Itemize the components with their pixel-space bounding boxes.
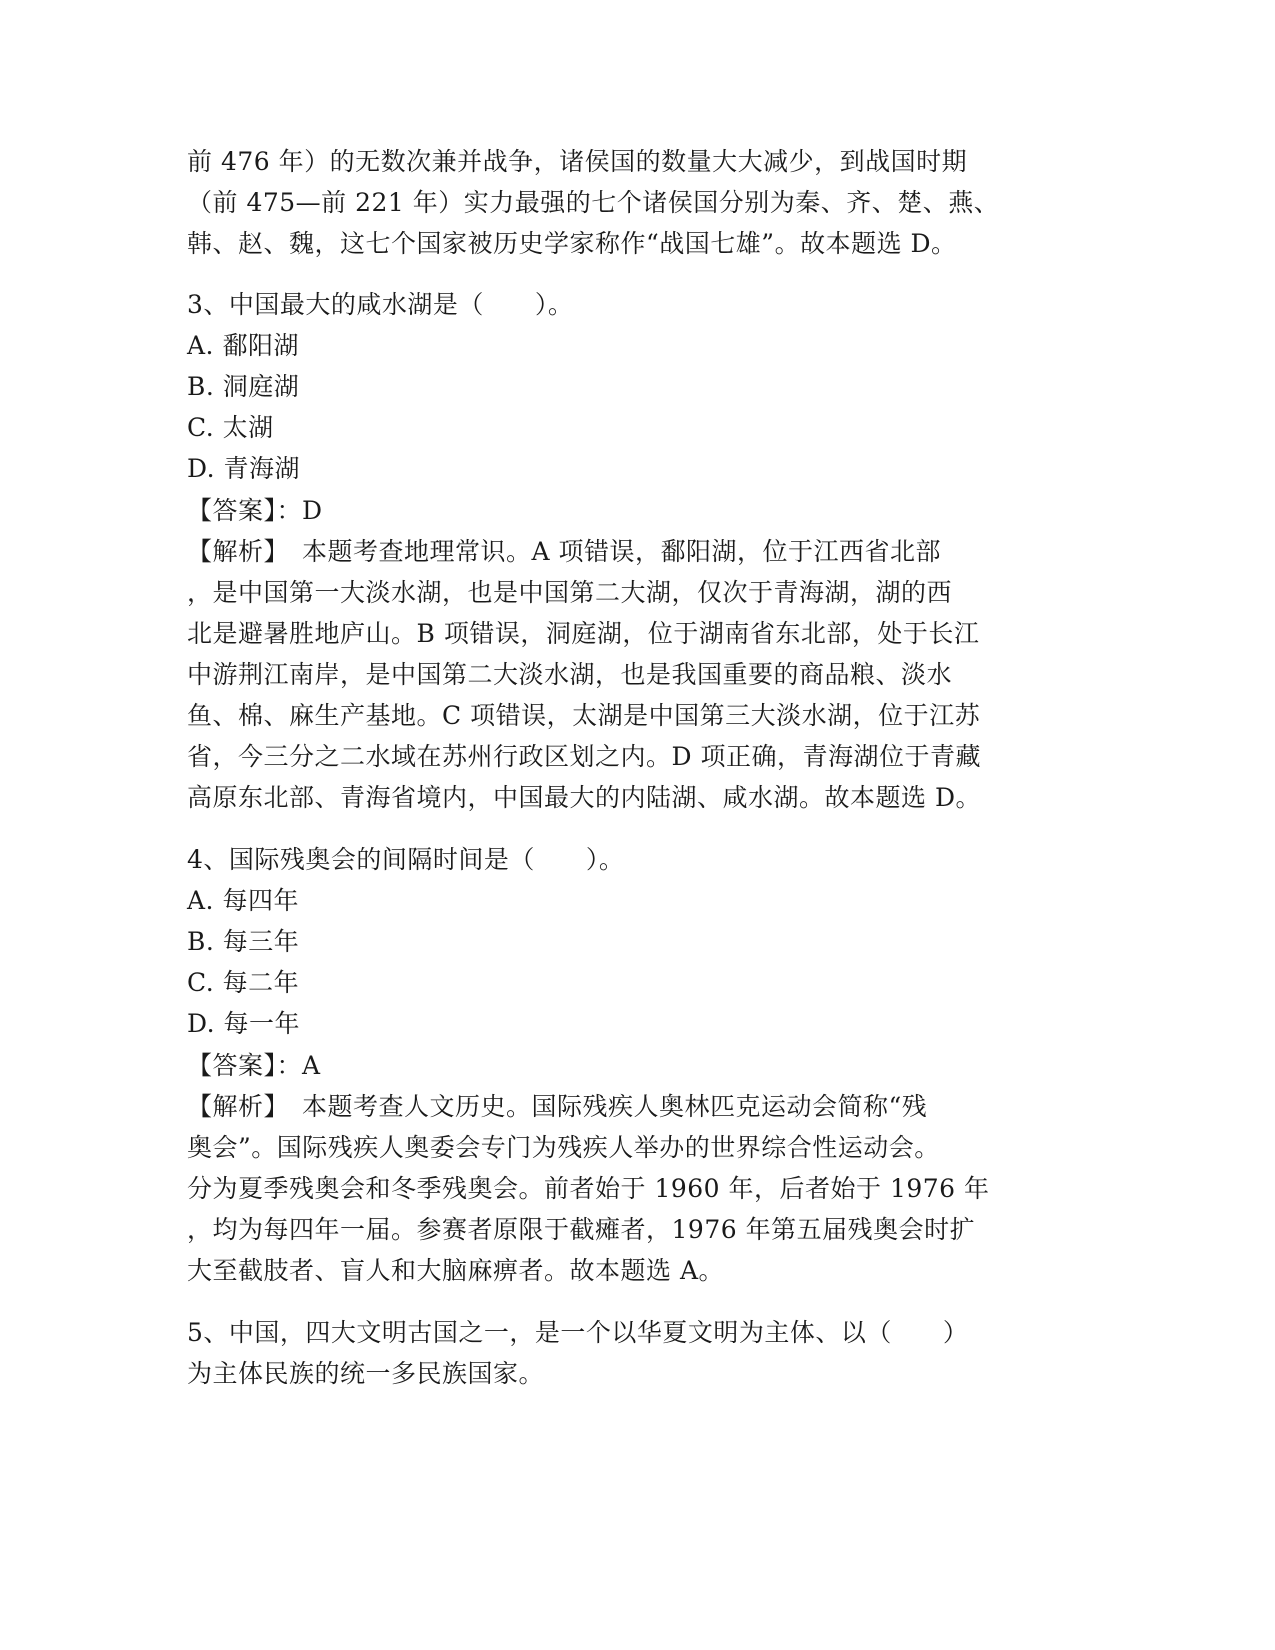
question-3-analysis-line: 省，今三分之二水域在苏州行政区划之内。D 项正确，青海湖位于青藏 xyxy=(187,742,981,771)
question-4-stem: 4、国际残奥会的间隔时间是（ ）。 xyxy=(187,845,625,874)
question-3-analysis-line: ，是中国第一大淡水湖，也是中国第二大湖，仅次于青海湖，湖的西 xyxy=(187,578,953,607)
question-3-option-d: D. 青海湖 xyxy=(187,454,301,483)
question-3-option-b: B. 洞庭湖 xyxy=(187,372,300,401)
question-5-stem-line: 为主体民族的统一多民族国家。 xyxy=(187,1359,545,1388)
question-3-analysis-line: 【解析】 本题考查地理常识。A 项错误，鄱阳湖，位于江西省北部 xyxy=(187,537,942,566)
question-4-analysis-line: 分为夏季残奥会和冬季残奥会。前者始于 1960 年，后者始于 1976 年 xyxy=(187,1174,990,1203)
question-4-analysis-line: ，均为每四年一届。参赛者原限于截瘫者，1976 年第五届残奥会时扩 xyxy=(187,1215,976,1244)
intro-line: （前 475—前 221 年）实力最强的七个诸侯国分别为秦、齐、楚、燕、 xyxy=(187,188,1000,217)
question-4-answer: 【答案】：A xyxy=(187,1051,321,1080)
question-4-option-c: C. 每二年 xyxy=(187,968,300,997)
question-3-option-c: C. 太湖 xyxy=(187,413,274,442)
question-3-analysis-line: 鱼、棉、麻生产基地。C 项错误，太湖是中国第三大淡水湖，位于江苏 xyxy=(187,701,981,730)
question-4-option-b: B. 每三年 xyxy=(187,927,300,956)
question-4-analysis-line: 【解析】 本题考查人文历史。国际残疾人奥林匹克运动会简称“残 xyxy=(187,1092,928,1121)
question-3-answer: 【答案】：D xyxy=(187,496,323,525)
question-4-analysis-line: 大至截肢者、盲人和大脑麻痹者。故本题选 A。 xyxy=(187,1256,725,1285)
intro-line: 前 476 年）的无数次兼并战争，诸侯国的数量大大减少，到战国时期 xyxy=(187,147,968,176)
question-3-stem: 3、中国最大的咸水湖是（ ）。 xyxy=(187,290,574,319)
question-4-option-d: D. 每一年 xyxy=(187,1009,301,1038)
question-3-analysis-line: 高原东北部、青海省境内，中国最大的内陆湖、咸水湖。故本题选 D。 xyxy=(187,783,981,812)
question-3-analysis-line: 中游荆江南岸，是中国第二大淡水湖，也是我国重要的商品粮、淡水 xyxy=(187,660,953,689)
question-3-option-a: A. 鄱阳湖 xyxy=(187,331,299,360)
intro-line: 韩、赵、魏，这七个国家被历史学家称作“战国七雄”。故本题选 D。 xyxy=(187,229,957,258)
question-5-stem-line: 5、中国，四大文明古国之一，是一个以华夏文明为主体、以（ ） xyxy=(187,1318,969,1347)
question-4-option-a: A. 每四年 xyxy=(187,886,299,915)
question-3-analysis-line: 北是避暑胜地庐山。B 项错误，洞庭湖，位于湖南省东北部，处于长江 xyxy=(187,619,980,648)
question-4-analysis-line: 奥会”。国际残疾人奥委会专门为残疾人举办的世界综合性运动会。 xyxy=(187,1133,940,1162)
